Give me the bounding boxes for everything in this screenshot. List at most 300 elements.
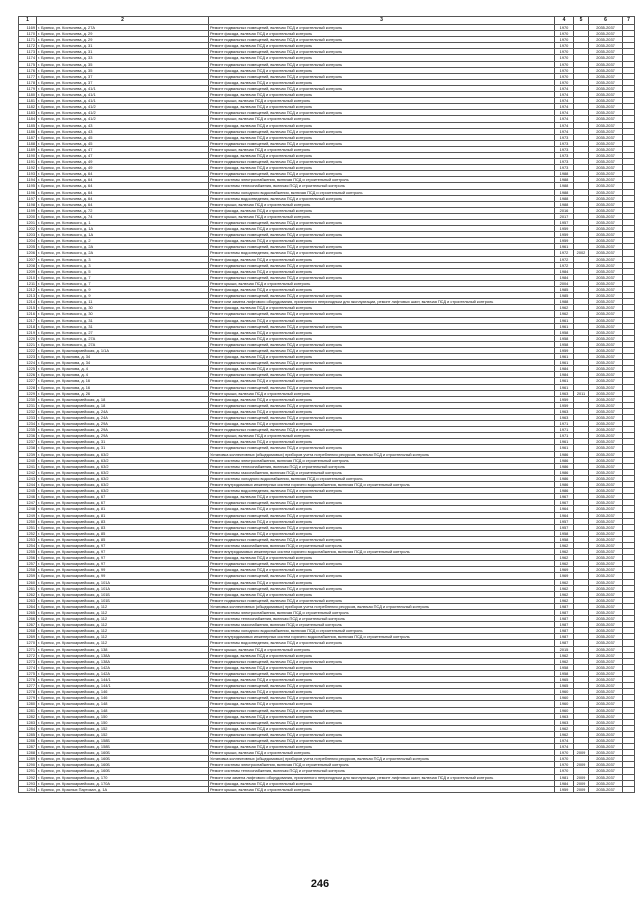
address-cell: г. Брянск, ул. Костычева, д. 49 [37,165,209,171]
row-number-cell: 1238 [19,445,37,451]
planned-period-cell: 2035-2037 [589,640,623,646]
planned-period-cell: 2035-2037 [589,378,623,384]
row-number-cell: 1200 [19,213,37,219]
year-built-cell: 1970 [555,756,574,762]
row-number-cell: 1269 [19,634,37,640]
work-type-cell: Ремонт подвальных помещений, включая ПСД и строительный контроль [209,110,555,116]
planned-period-cell: 2035-2037 [589,677,623,683]
year-built-cell: 1962 [555,542,574,548]
work-type-cell: Ремонт фасада, включая ПСД и строительный контроль [209,494,555,500]
year-built-cell: 1962 [555,311,574,317]
year-built-cell: 1985 [555,293,574,299]
row-number-cell: 1264 [19,603,37,609]
work-type-cell: Ремонт подвальных помещений, включая ПСД и строительный контроль [209,61,555,67]
year-built-cell: 1988 [555,177,574,183]
year-built-cell: 1988 [555,183,574,189]
planned-period-cell: 2035-2037 [589,701,623,707]
row-number-cell: 1210 [19,274,37,280]
work-type-cell: Ремонт подвальных помещений, включая ПСД и строительный контроль [209,171,555,177]
work-type-cell: Ремонт фасада, включая ПСД и строительный контроль [209,207,555,213]
address-cell: г. Брянск, ул. Костычева, д. 64 [37,195,209,201]
work-type-cell: Ремонт крыши, включая ПСД и строительный контроль [209,146,555,152]
work-type-cell: Ремонт подвальных помещений, включая ПСД и строительный контроль [209,232,555,238]
address-cell: г. Брянск, ул. Костычева, д. 45 [37,140,209,146]
work-type-cell: Ремонт подвальных помещений, включая ПСД и строительный контроль [209,536,555,542]
address-cell: г. Брянск, ул. Красноармейская, д. 112 [37,622,209,628]
year-built-cell: 1986 [555,482,574,488]
address-cell: г. Брянск, ул. Красноармейская, д. 112 [37,640,209,646]
address-cell: г. Брянск, ул. Костычева, д. 64 [37,171,209,177]
work-type-cell: Ремонт системы электроснабжения, включая ПСД и строительный контроль [209,610,555,616]
row-number-cell: 1201 [19,220,37,226]
address-cell: г. Брянск, ул. Костычева, д. 35 [37,67,209,73]
work-type-cell: Ремонт подвальных помещений, включая ПСД и строительный контроль [209,37,555,43]
planned-period-cell: 2035-2037 [589,597,623,603]
work-type-cell: Ремонт фасада, включая ПСД и строительный контроль [209,305,555,311]
year-built-cell: 1959 [555,402,574,408]
row-number-cell: 1286 [19,737,37,743]
row-number-cell: 1198 [19,201,37,207]
planned-period-cell: 2035-2037 [589,445,623,451]
year-built-cell: 1958 [555,341,574,347]
year-last-repair-cell: 2009 [574,780,589,786]
planned-period-cell: 2035-2037 [589,469,623,475]
year-built-cell: 2004 [555,280,574,286]
planned-period-cell: 2035-2037 [589,713,623,719]
work-type-cell: Ремонт фасада, включая ПСД и строительный контроль [209,335,555,341]
work-type-cell: Ремонт или замена лифтового оборудования, признанного непригодным для эксплуатации, ремонт лифтовых шахт, включая ПСД и строительный контроль [209,299,555,305]
year-built-cell: 1973 [555,146,574,152]
work-type-cell: Ремонт подвальных помещений, включая ПСД и строительный контроль [209,737,555,743]
row-number-cell: 1178 [19,79,37,85]
address-cell: г. Брянск, ул. Костычева, д. 64 [37,189,209,195]
planned-period-cell: 2035-2037 [589,408,623,414]
column-header: 5 [574,17,589,25]
row-number-cell: 1258 [19,567,37,573]
planned-period-cell: 2035-2037 [589,122,623,128]
year-built-cell: 1984 [555,268,574,274]
address-cell: г. Брянск, ул. Красноармейская, д. 112 [37,628,209,634]
row-number-cell: 1218 [19,323,37,329]
address-cell: г. Брянск, ул. Костычева, д. 64 [37,177,209,183]
row-number-cell: 1230 [19,396,37,402]
row-number-cell: 1272 [19,652,37,658]
address-cell: г. Брянск, ул. Красноармейская, д. 160Б [37,756,209,762]
address-cell: г. Брянск, ул. Котовского, д. 3 [37,256,209,262]
year-built-cell: 1970 [555,49,574,55]
row-number-cell: 1248 [19,506,37,512]
work-type-cell: Ремонт крыши, включая ПСД и строительный контроль [209,116,555,122]
year-built-cell: 1970 [555,31,574,37]
work-type-cell: Ремонт системы холодного водоснабжения, включая ПСД и строительный контроль [209,189,555,195]
row-number-cell: 1188 [19,140,37,146]
work-type-cell: Ремонт подвальных помещений, включая ПСД и строительный контроль [209,49,555,55]
address-cell: г. Брянск, ул. Красноармейская, д. 63/2 [37,488,209,494]
row-number-cell: 1246 [19,494,37,500]
row-number-cell: 1209 [19,268,37,274]
planned-period-cell: 2035-2037 [589,683,623,689]
work-type-cell: Ремонт фасада, включая ПСД и строительный контроль [209,713,555,719]
address-cell: г. Брянск, ул. Костычева, д. 49 [37,159,209,165]
address-cell: г. Брянск, ул. Краснова, д. 4 [37,366,209,372]
address-cell: г. Брянск, ул. Костычева, д. 47 [37,146,209,152]
row-number-cell: 1222 [19,347,37,353]
work-type-cell: Ремонт крыши, включая ПСД и строительный контроль [209,433,555,439]
row-number-cell: 1224 [19,360,37,366]
row-number-cell: 1265 [19,610,37,616]
address-cell: г. Брянск, ул. Красноармейская, д. 97 [37,542,209,548]
work-type-cell: Ремонт фасада, включая ПСД и строительный контроль [209,664,555,670]
year-built-cell: 1971 [555,433,574,439]
row-number-cell: 1189 [19,146,37,152]
work-type-cell: Ремонт системы теплоснабжения, включая ПСД и строительный контроль [209,463,555,469]
address-cell: г. Брянск, ул. Красноармейская, д. 144/1 [37,683,209,689]
address-cell: г. Брянск, ул. Красноармейская, д. 63/2 [37,463,209,469]
address-cell: г. Брянск, ул. Красноармейская, д. 63/2 [37,457,209,463]
address-cell: г. Брянск, ул. Красноармейская, д. 81 [37,506,209,512]
address-cell: г. Брянск, ул. Красноармейская, д. 99 [37,573,209,579]
year-built-cell: 1959 [555,786,574,792]
address-cell: г. Брянск, ул. Красноармейская, д. 138А [37,658,209,664]
planned-period-cell: 2035-2037 [589,433,623,439]
work-type-cell: Ремонт подвальных помещений, включая ПСД и строительный контроль [209,220,555,226]
address-cell: г. Брянск, ул. Красноармейская, д. 148 [37,707,209,713]
address-cell: г. Брянск, ул. Котовского, д. 11 [37,299,209,305]
row-number-cell: 1245 [19,488,37,494]
work-type-cell: Ремонт фасада, включая ПСД и строительный контроль [209,725,555,731]
work-type-cell: Ремонт подвальных помещений, включая ПСД и строительный контроль [209,445,555,451]
work-type-cell: Ремонт фасада, включая ПСД и строительный контроль [209,55,555,61]
planned-period-cell: 2035-2037 [589,463,623,469]
planned-period-cell: 2035-2037 [589,171,623,177]
address-cell: г. Брянск, ул. Красноармейская, д. 67 [37,500,209,506]
year-built-cell: 1973 [555,140,574,146]
row-number-cell: 1221 [19,341,37,347]
address-cell: г. Брянск, ул. Котовского, д. 2А [37,250,209,256]
address-cell: г. Брянск, ул. Красноармейская, д. 1/1А [37,347,209,353]
work-type-cell: Ремонт системы газоснабжения, включая ПСД и строительный контроль [209,469,555,475]
year-built-cell: 1957 [555,518,574,524]
work-type-cell: Ремонт фасада, включая ПСД и строительный контроль [209,317,555,323]
work-type-cell: Ремонт крыши, включая ПСД и строительный контроль [209,786,555,792]
row-number-cell: 1293 [19,780,37,786]
work-type-cell: Ремонт фасада, включая ПСД и строительный контроль [209,366,555,372]
planned-period-cell: 2035-2037 [589,756,623,762]
address-cell: г. Брянск, ул. Костычева, д. 35 [37,61,209,67]
year-built-cell: 1974 [555,737,574,743]
year-built-cell: 1959 [555,396,574,402]
work-type-cell: Ремонт фасада, включая ПСД и строительный контроль [209,226,555,232]
year-built-cell: 1984 [555,366,574,372]
row-number-cell: 1232 [19,408,37,414]
year-built-cell: 1960 [555,701,574,707]
address-cell: г. Брянск, ул. Красноармейская, д. 99 [37,567,209,573]
planned-period-cell: 2035-2037 [589,475,623,481]
work-type-cell: Ремонт фасада, включая ПСД и строительный контроль [209,689,555,695]
row-number-cell: 1213 [19,293,37,299]
row-number-cell: 1204 [19,238,37,244]
year-last-repair-cell: 2009 [574,750,589,756]
year-built-cell: 1962 [555,561,574,567]
year-built-cell: 1959 [555,347,574,353]
row-number-cell: 1253 [19,536,37,542]
planned-period-cell: 2035-2037 [589,268,623,274]
work-type-cell: Ремонт подвальных помещений, включая ПСД и строительный контроль [209,85,555,91]
row-number-cell: 1216 [19,311,37,317]
work-type-cell: Ремонт или замена лифтового оборудования, признанного непригодным для эксплуатации, ремонт лифтовых шахт, включая ПСД и строительный контроль [209,774,555,780]
row-number-cell: 1263 [19,597,37,603]
work-type-cell: Ремонт крыши, включая ПСД и строительный контроль [209,98,555,104]
year-built-cell: 1963 [555,415,574,421]
row-number-cell: 1256 [19,555,37,561]
row-number-cell: 1259 [19,573,37,579]
row-number-cell: 1236 [19,433,37,439]
year-last-repair-cell: 2009 [574,762,589,768]
address-cell: г. Брянск, ул. Котовского, д. 1 [37,220,209,226]
year-built-cell: 1970 [555,79,574,85]
year-built-cell: 1987 [555,610,574,616]
planned-period-cell: 2035-2037 [589,201,623,207]
address-cell: г. Брянск, ул. Красноармейская, д. 146 [37,689,209,695]
planned-period-cell: 2035-2037 [589,603,623,609]
planned-period-cell: 2035-2037 [589,152,623,158]
year-built-cell: 1962 [555,652,574,658]
planned-period-cell: 2035-2037 [589,512,623,518]
address-cell: г. Брянск, ул. Красноармейская, д. 101Б [37,597,209,603]
year-built-cell: 1957 [555,524,574,530]
column-header: 4 [555,17,574,25]
planned-period-cell: 2035-2037 [589,287,623,293]
row-number-cell: 1223 [19,354,37,360]
repair-schedule-table [18,16,635,793]
address-cell: г. Брянск, ул. Красноармейская, д. 97 [37,555,209,561]
year-built-cell: 1987 [555,640,574,646]
planned-period-cell: 2035-2037 [589,73,623,79]
planned-period-cell: 2035-2037 [589,415,623,421]
row-number-cell: 1247 [19,500,37,506]
work-type-cell: Ремонт фасада, включая ПСД и строительный контроль [209,256,555,262]
work-type-cell: Ремонт подвальных помещений, включая ПСД и строительный контроль [209,658,555,664]
row-number-cell: 1270 [19,640,37,646]
address-cell: г. Брянск, ул. Красноармейская, д. 85 [37,536,209,542]
planned-period-cell: 2035-2037 [589,183,623,189]
planned-period-cell: 2035-2037 [589,207,623,213]
year-built-cell: 1986 [555,488,574,494]
page-number: 246 [310,878,330,890]
address-cell: г. Брянск, ул. Красноармейская, д. 158Б [37,744,209,750]
address-cell: г. Брянск, ул. Костычева, д. 29 [37,37,209,43]
row-number-cell: 1181 [19,98,37,104]
address-cell: г. Брянск, ул. Красноармейская, д. 67 [37,494,209,500]
column-header: 1 [19,17,37,25]
row-number-cell: 1212 [19,287,37,293]
planned-period-cell: 2035-2037 [589,262,623,268]
row-number-cell: 1172 [19,43,37,49]
year-last-repair-cell: 2002 [574,250,589,256]
work-type-cell: Ремонт крыши, включая ПСД и строительный контроль [209,646,555,652]
planned-period-cell: 2035-2037 [589,238,623,244]
address-cell: г. Брянск, ул. Котовского, д. 2А [37,244,209,250]
address-cell: г. Брянск, ул. Красноармейская, д. 160Б [37,750,209,756]
address-cell: г. Брянск, ул. Красноармейская, д. 112 [37,603,209,609]
address-cell: г. Брянск, ул. Красноармейская, д. 150 [37,719,209,725]
row-number-cell: 1250 [19,518,37,524]
address-cell: г. Брянск, ул. Костычева, д. 29 [37,31,209,37]
planned-period-cell: 2035-2037 [589,384,623,390]
year-built-cell: 1973 [555,159,574,165]
year-built-cell: 1986 [555,469,574,475]
work-type-cell: Ремонт фасада, включая ПСД и строительный контроль [209,439,555,445]
planned-period-cell: 2035-2037 [589,226,623,232]
row-number-cell: 1266 [19,616,37,622]
work-type-cell: Ремонт подвальных помещений, включая ПСД и строительный контроль [209,384,555,390]
planned-period-cell: 2035-2037 [589,750,623,756]
year-built-cell: 1961 [555,360,574,366]
row-number-cell: 1217 [19,317,37,323]
year-built-cell: 1974 [555,85,574,91]
planned-period-cell: 2035-2037 [589,256,623,262]
row-number-cell: 1283 [19,719,37,725]
year-built-cell: 1961 [555,354,574,360]
row-number-cell: 1219 [19,329,37,335]
row-number-cell: 1194 [19,177,37,183]
planned-period-cell: 2035-2037 [589,335,623,341]
row-number-cell: 1278 [19,689,37,695]
address-cell: г. Брянск, ул. Котовского, д. 1А [37,226,209,232]
row-number-cell: 1173 [19,49,37,55]
year-built-cell: 1959 [555,226,574,232]
planned-period-cell: 2035-2037 [589,116,623,122]
work-type-cell: Ремонт фасада, включая ПСД и строительный контроль [209,780,555,786]
planned-period-cell: 2035-2037 [589,524,623,530]
planned-period-cell: 2035-2037 [589,92,623,98]
work-type-cell: Ремонт системы электроснабжения, включая ПСД и строительный контроль [209,762,555,768]
planned-period-cell: 2035-2037 [589,536,623,542]
planned-period-cell: 2035-2037 [589,104,623,110]
work-type-cell: Ремонт подвальных помещений, включая ПСД и строительный контроль [209,695,555,701]
planned-period-cell: 2035-2037 [589,737,623,743]
planned-period-cell: 2035-2037 [589,585,623,591]
year-built-cell: 2016 [555,207,574,213]
work-type-cell: Ремонт подвальных помещений, включая ПСД и строительный контроль [209,341,555,347]
row-number-cell: 1287 [19,744,37,750]
row-number-cell: 1211 [19,280,37,286]
year-built-cell: 1986 [555,475,574,481]
address-cell: г. Брянск, ул. Костычева, д. 74 [37,213,209,219]
planned-period-cell: 2035-2037 [589,323,623,329]
address-cell: г. Брянск, ул. Красноармейская, д. 63/2 [37,451,209,457]
work-type-cell: Ремонт подвальных помещений, включая ПСД и строительный контроль [209,140,555,146]
work-type-cell: Ремонт подвальных помещений, включая ПСД и строительный контроль [209,707,555,713]
work-type-cell: Ремонт системы электроснабжения, включая ПСД и строительный контроль [209,457,555,463]
row-number-cell: 1183 [19,110,37,116]
table-body [19,17,635,793]
year-built-cell: 1986 [555,451,574,457]
planned-period-cell: 2035-2037 [589,341,623,347]
work-type-cell: Ремонт фасада, включая ПСД и строительный контроль [209,744,555,750]
address-cell: г. Брянск, ул. Котовского, д. 31 [37,323,209,329]
row-number-cell: 1174 [19,55,37,61]
work-type-cell: Ремонт системы газоснабжения, включая ПСД и строительный контроль [209,542,555,548]
address-cell: г. Брянск, ул. Котовского, д. 7 [37,274,209,280]
work-type-cell: Ремонт крыши, включая ПСД и строительный контроль [209,201,555,207]
work-type-cell: Ремонт подвальных помещений, включая ПСД и строительный контроль [209,585,555,591]
address-cell: г. Брянск, ул. Красноармейская, д. 101А [37,585,209,591]
planned-period-cell: 2035-2037 [589,360,623,366]
year-built-cell: 1958 [555,530,574,536]
row-number-cell: 1291 [19,768,37,774]
row-number-cell: 1262 [19,591,37,597]
planned-period-cell: 2035-2037 [589,500,623,506]
planned-period-cell: 2035-2037 [589,561,623,567]
work-type-cell: Ремонт системы водоотведения, включая ПСД и строительный контроль [209,488,555,494]
year-built-cell: 1958 [555,335,574,341]
work-type-cell: Ремонт фасада, включая ПСД и строительный контроль [209,530,555,536]
address-cell: г. Брянск, ул. Костычева, д. 41/2 [37,116,209,122]
address-cell: г. Брянск, ул. Костычева, д. 41/1 [37,85,209,91]
row-number-cell: 1175 [19,61,37,67]
year-built-cell: 1970 [555,37,574,43]
address-cell: г. Брянск, ул. Красноармейская, д. 63/2 [37,482,209,488]
planned-period-cell: 2035-2037 [589,49,623,55]
work-type-cell: Ремонт подвальных помещений, включая ПСД и строительный контроль [209,512,555,518]
year-built-cell: 1971 [555,427,574,433]
planned-period-cell: 2035-2037 [589,506,623,512]
planned-period-cell: 2035-2037 [589,347,623,353]
row-number-cell: 1225 [19,366,37,372]
address-cell: г. Брянск, ул. Котовского, д. 3 [37,262,209,268]
row-number-cell: 1241 [19,463,37,469]
year-last-repair-cell: 2011 [574,390,589,396]
work-type-cell: Ремонт фасада, включая ПСД и строительный контроль [209,518,555,524]
planned-period-cell: 2035-2037 [589,616,623,622]
year-built-cell: 1962 [555,658,574,664]
year-built-cell: 1970 [555,762,574,768]
planned-period-cell: 2035-2037 [589,695,623,701]
year-built-cell: 1965 [555,683,574,689]
planned-period-cell: 2035-2037 [589,646,623,652]
row-number-cell: 1290 [19,762,37,768]
address-cell: г. Брянск, ул. Костычева, д. 64 [37,201,209,207]
planned-period-cell: 2035-2037 [589,610,623,616]
row-number-cell: 1229 [19,390,37,396]
address-cell: г. Брянск, ул. Красноармейская, д. 97 [37,561,209,567]
year-built-cell: 1963 [555,719,574,725]
row-number-cell: 1280 [19,701,37,707]
planned-period-cell: 2035-2037 [589,670,623,676]
year-built-cell: 1962 [555,305,574,311]
year-built-cell: 1961 [555,378,574,384]
year-built-cell: 1959 [555,232,574,238]
row-number-cell: 1282 [19,713,37,719]
row-number-cell: 1193 [19,171,37,177]
planned-period-cell: 2035-2037 [589,530,623,536]
work-type-cell: Ремонт системы холодного водоснабжения, включая ПСД и строительный контроль [209,475,555,481]
address-cell: г. Брянск, ул. Красноармейская, д. 148 [37,701,209,707]
address-cell: г. Брянск, ул. Котовского, д. 30 [37,311,209,317]
address-cell: г. Брянск, ул. Красноармейская, д. 112 [37,634,209,640]
work-type-cell: Ремонт фасада, включая ПСД и строительный контроль [209,67,555,73]
work-type-cell: Ремонт фасада, включая ПСД и строительный контроль [209,165,555,171]
year-built-cell: 1972 [555,256,574,262]
planned-period-cell: 2035-2037 [589,542,623,548]
address-cell: г. Брянск, ул. Красноармейская, д. 63/2 [37,475,209,481]
row-number-cell: 1191 [19,159,37,165]
planned-period-cell: 2035-2037 [589,354,623,360]
work-type-cell: Ремонт фасада, включая ПСД и строительный контроль [209,92,555,98]
year-built-cell: 1984 [555,780,574,786]
year-built-cell: 1972 [555,250,574,256]
